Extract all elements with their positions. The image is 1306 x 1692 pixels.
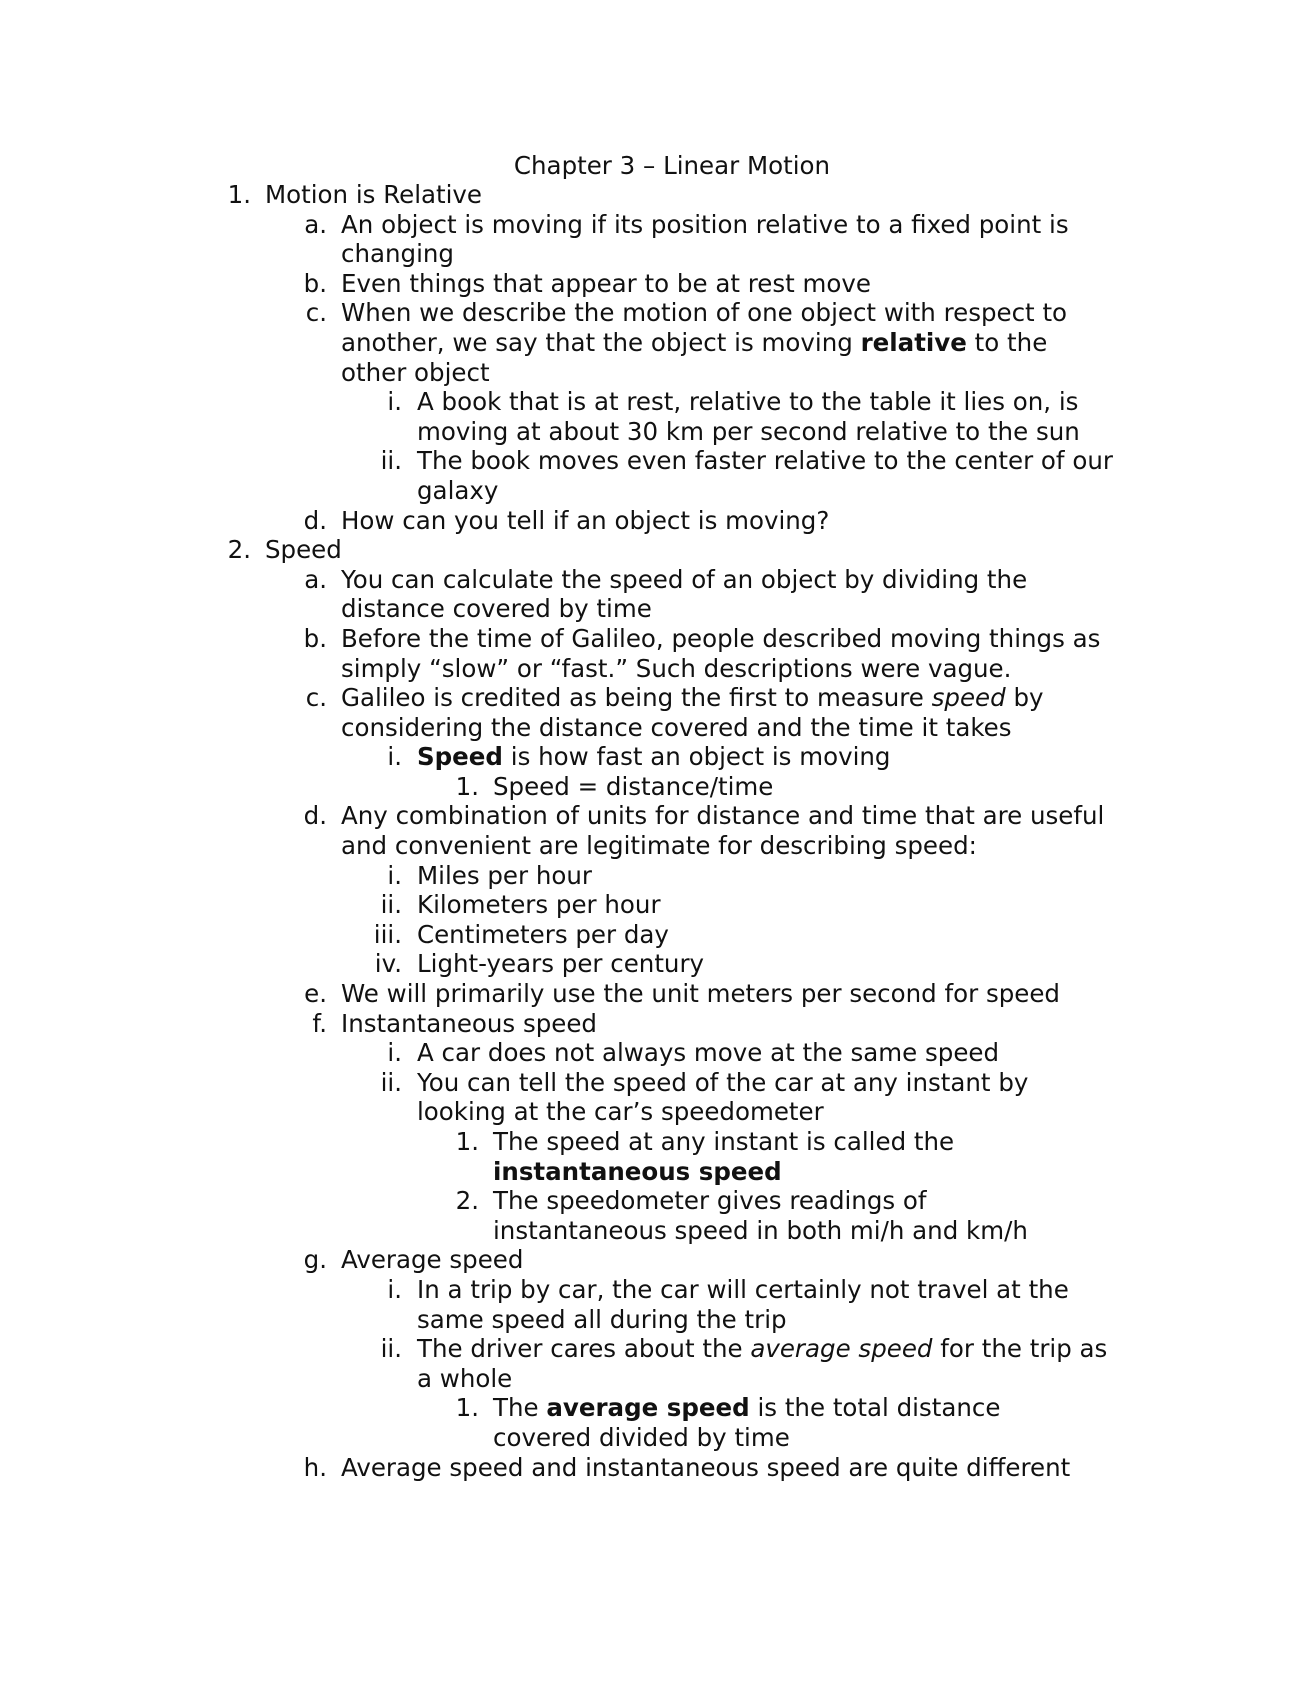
section-heading: Motion is Relative (265, 180, 483, 209)
text-run: The (493, 1393, 547, 1423)
list-item-text (417, 742, 1117, 772)
text-run: by considering the distance covered and the time it takes (341, 683, 1044, 742)
text-run: The speed at any instant is called the (493, 1127, 955, 1156)
list-item (0, 1275, 1117, 1334)
list-item-text: You can calculate the speed of an object by dividing the distance covered by time (341, 564, 1028, 624)
list-item-text: Instantaneous speed (341, 1008, 597, 1038)
text-run: is the total distance covered divided by time (493, 1393, 1001, 1452)
list-item (0, 506, 1111, 536)
list-item-text: You can tell the speed of the car at any instant by looking at the car’s speedometer (417, 1067, 1029, 1127)
text-run: to the other object (341, 327, 1048, 387)
list-item-text: In a trip by car, the car will certainly not travel at the same speed all during the trip (417, 1274, 1069, 1334)
list-item-text (341, 298, 1111, 387)
list-marker: i. (387, 387, 402, 417)
text-run: The driver cares about the (417, 1334, 751, 1364)
list-marker: d. (303, 801, 327, 831)
list-item-text: Speed = distance/time (493, 771, 774, 801)
list-item (0, 683, 1111, 742)
text-run: for the trip as a whole (417, 1334, 1108, 1393)
list-marker: a. (304, 564, 327, 594)
list-item-text (417, 1334, 1117, 1393)
list-item (0, 1186, 1103, 1245)
list-marker: iv. (374, 949, 402, 979)
list-item-text: Centimeters per day (417, 919, 669, 949)
list-item (0, 1393, 1103, 1452)
list-item-text: Kilometers per hour (417, 890, 661, 920)
list-item (0, 742, 1117, 772)
text-run: Galileo is credited as being the first to measure (341, 683, 932, 713)
list-marker: i. (387, 1038, 402, 1068)
section-number: 1. (227, 180, 251, 209)
list-item-text: How can you tell if an object is moving? (341, 505, 830, 535)
bold-term: average speed (546, 1393, 750, 1423)
section-number: 2. (227, 535, 251, 565)
list-item-text: Even things that appear to be at rest move (341, 268, 871, 298)
list-item (0, 920, 1117, 950)
list-item-text (341, 683, 1111, 742)
list-marker: g. (303, 1245, 327, 1275)
list-item (0, 1068, 1117, 1127)
text-run: When we describe the motion of one object with respect to another, we say that the object is moving (341, 298, 1068, 357)
list-item-text: Light-years per century (417, 949, 705, 979)
list-marker: c. (305, 298, 327, 328)
section-heading: Speed (265, 535, 342, 565)
list-marker: e. (304, 979, 327, 1009)
list-marker: d. (303, 505, 327, 535)
list-item (0, 565, 1111, 624)
italic-term: average speed (750, 1334, 933, 1364)
list-item (0, 446, 1117, 505)
section-motion-is-relative (0, 180, 1306, 210)
bold-term: instantaneous speed (493, 1156, 782, 1186)
list-marker: 1. (455, 1393, 479, 1423)
list-item (0, 210, 1111, 269)
list-item (0, 298, 1111, 387)
list-item-text: The speedometer gives readings of instantaneous speed in both mi/h and km/h (493, 1186, 1028, 1245)
list-item-text: Miles per hour (417, 860, 592, 890)
list-item (0, 801, 1111, 860)
section-speed (0, 535, 1306, 565)
list-marker: ii. (380, 446, 402, 476)
list-item (0, 624, 1111, 683)
list-marker: h. (303, 1452, 327, 1482)
list-marker: i. (387, 742, 402, 772)
list-item-text: An object is moving if its position relative to a fixed point is changing (341, 209, 1069, 269)
list-marker: ii. (380, 1067, 402, 1097)
list-marker: a. (304, 209, 327, 239)
list-item (0, 979, 1111, 1009)
list-item-text: We will primarily use the unit meters per second for speed (341, 979, 1060, 1009)
list-item (0, 1245, 1111, 1275)
list-item-text: Before the time of Galileo, people described moving things as simply “slow” or “fast.” Such descriptions were vague. (341, 623, 1101, 683)
list-marker: i. (387, 1274, 402, 1304)
bold-term: Speed (417, 742, 503, 772)
list-item (0, 949, 1117, 979)
list-marker: 1. (455, 771, 479, 801)
bold-term: relative (860, 327, 967, 357)
italic-term: speed (931, 683, 1006, 713)
list-marker: 1. (455, 1127, 479, 1156)
text-run: is how fast an object is moving (502, 742, 891, 772)
list-item-text: A book that is at rest, relative to the table it lies on, is moving at about 30 km per second relative to the sun (417, 387, 1080, 446)
list-marker: iii. (373, 919, 402, 949)
list-item (0, 1009, 1111, 1039)
list-item (0, 269, 1111, 299)
list-marker: c. (305, 683, 327, 713)
list-item (0, 1453, 1111, 1483)
list-item-text: The book moves even faster relative to the center of our galaxy (417, 446, 1113, 505)
list-item (0, 387, 1117, 446)
list-item (0, 1334, 1117, 1393)
outline (0, 180, 1306, 1482)
list-item-text: Average speed and instantaneous speed are quite different (341, 1452, 1071, 1482)
list-marker: ii. (380, 890, 402, 920)
list-item (0, 772, 1103, 802)
list-marker: b. (303, 268, 327, 298)
list-marker: ii. (380, 1334, 402, 1364)
list-marker: 2. (455, 1186, 479, 1216)
list-item (0, 1038, 1117, 1068)
list-item-text: Average speed (341, 1245, 524, 1275)
list-item-text: A car does not always move at the same speed (417, 1038, 1000, 1068)
list-item (0, 861, 1117, 891)
list-item (0, 890, 1117, 920)
list-item-text (493, 1393, 1103, 1452)
list-item (0, 1127, 1103, 1186)
list-marker: i. (387, 860, 402, 890)
list-marker: f. (312, 1008, 327, 1038)
list-marker: b. (303, 623, 327, 653)
list-item-text (493, 1127, 1103, 1186)
list-item-text: Any combination of units for distance and time that are useful and convenient are legitimate for describing speed: (341, 801, 1105, 861)
page-title: Chapter 3 – Linear Motion (513, 151, 831, 180)
